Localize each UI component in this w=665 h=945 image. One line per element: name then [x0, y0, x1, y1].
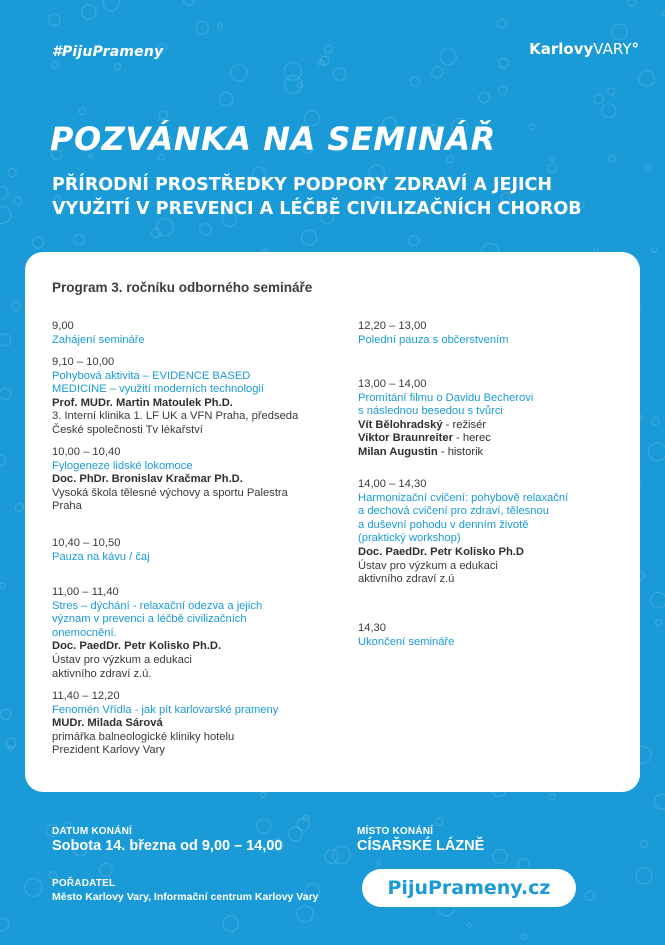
bubble	[440, 48, 456, 64]
website-link[interactable]: PijuPrameny.cz	[362, 869, 576, 907]
bubble	[257, 819, 271, 833]
bubble	[288, 827, 302, 841]
bubble	[493, 850, 507, 864]
bubble	[320, 56, 329, 65]
program-topic: onemocnění.	[52, 626, 117, 639]
bubble	[325, 850, 338, 863]
bubble	[410, 77, 420, 87]
bubble	[608, 88, 615, 95]
bubble	[651, 592, 665, 608]
bubble	[585, 891, 594, 900]
bubble	[223, 916, 238, 931]
program-topic: Harmonizační cvičení: pohybově relaxační	[358, 491, 569, 504]
program-time: 9,00	[52, 320, 74, 332]
program-title: Program 3. ročníku odborného semináře	[52, 280, 313, 295]
bubble	[297, 83, 302, 88]
bubble	[529, 124, 535, 130]
program-topic: MEDICINE – využití moderních technologií	[52, 383, 265, 396]
bubble	[100, 863, 113, 876]
bubble	[467, 923, 471, 927]
bubble	[297, 906, 313, 922]
bubble	[479, 92, 489, 102]
speaker-name: Doc. PaedDr. Petr Kolisko Ph.D	[358, 545, 524, 558]
speaker-role: - historik	[437, 445, 484, 458]
speaker-name-text: Viktor Braunreiter	[358, 432, 453, 445]
logo-text-bold: Karlovy	[529, 40, 594, 58]
speaker-affiliation: Praha	[52, 500, 82, 513]
date-label: DATUM KONÁNÍ	[52, 826, 132, 837]
bubble	[432, 67, 443, 78]
bubble	[217, 24, 222, 29]
bubble	[0, 710, 10, 720]
bubble	[0, 206, 11, 223]
bubble	[79, 108, 86, 115]
speaker-name: Doc. PhDr. Bronislav Kračmar Ph.D.	[52, 473, 243, 486]
speaker-affiliation: primářka balneologické kliniky hotelu	[52, 730, 235, 743]
program-time: 14,30	[358, 622, 386, 634]
bubble	[656, 620, 662, 626]
place-value: CÍSAŘSKÉ LÁZNĚ	[357, 838, 485, 854]
bubble	[302, 230, 317, 245]
bubble	[409, 235, 419, 245]
bubble	[49, 14, 61, 26]
program-topic: význam v prevenci a léčbě civilizačních	[52, 613, 247, 626]
bubble	[8, 169, 16, 177]
bubble	[0, 583, 5, 588]
bubble	[645, 165, 651, 171]
organizer-value: Město Karlovy Vary, Informační centrum Karlovy Vary	[52, 891, 319, 903]
speaker-name	[358, 446, 618, 460]
bubble	[377, 861, 381, 865]
program-time: 12,20 – 13,00	[358, 320, 427, 332]
speaker-name	[358, 419, 618, 433]
bubble	[0, 455, 5, 465]
bubble	[219, 92, 233, 106]
bubble	[548, 164, 557, 173]
program-item	[358, 320, 618, 347]
program-card	[25, 252, 640, 792]
bubble	[74, 234, 85, 245]
bubble	[649, 443, 665, 461]
bubble	[652, 248, 657, 253]
speaker-affiliation: 3. Interní klinika 1. LF UK a VFN Praha, předseda	[52, 410, 299, 423]
logo-mark: °	[631, 40, 639, 58]
program-time: 14,00 – 14,30	[358, 478, 427, 490]
bubble	[594, 94, 604, 104]
bubble	[200, 224, 211, 235]
speaker-affiliation: Prezident Karlovy Vary	[52, 744, 165, 757]
bubble	[436, 818, 443, 825]
bubble	[156, 219, 173, 236]
program-item	[52, 320, 332, 347]
bubble	[549, 794, 555, 800]
program-topic: Pohybová aktivita – EVIDENCE BASED	[52, 369, 251, 382]
program-topic: Pauza na kávu / čaj	[52, 550, 150, 563]
speaker-affiliation: Vysoká škola tělesné výchovy a sportu Palestra	[52, 486, 288, 499]
karlovy-vary-logo	[529, 40, 639, 58]
bubble	[499, 58, 509, 68]
organizer-label: POŘADATEL	[52, 878, 116, 889]
page-subtitle	[52, 173, 652, 221]
speaker-name-text: Vít Bělohradský	[358, 418, 443, 431]
date-value: Sobota 14. března od 9,00 – 14,00	[52, 838, 283, 854]
program-time: 9,10 – 10,00	[52, 356, 115, 368]
subtitle-line-2: VYUŽITÍ V PREVENCI A LÉČBĚ CIVILIZAČNÍCH CHOROB	[52, 199, 582, 219]
bubble	[609, 155, 616, 162]
bubble	[103, 0, 119, 11]
program-topic: Ukončení semináře	[358, 635, 455, 648]
bubble	[333, 846, 351, 864]
bubble	[628, 0, 636, 6]
bubble	[12, 301, 21, 310]
bubble	[261, 792, 266, 797]
program-item	[52, 356, 332, 438]
program-topic: Promítání filmu o Davidu Becherovi	[358, 391, 534, 404]
program-topic: Stres – dýchání - relaxační odezva a jejich	[52, 599, 263, 612]
bubble	[159, 111, 168, 120]
bubble	[82, 5, 96, 19]
bubble	[639, 71, 655, 87]
bubble	[636, 868, 652, 884]
subtitle-line-1: PŘÍRODNÍ PROSTŘEDKY PODPORY ZDRAVÍ A JEJICH	[52, 175, 552, 195]
bubble	[25, 879, 43, 897]
bubble	[115, 64, 121, 70]
bubble	[654, 794, 665, 809]
bubble	[231, 65, 247, 81]
program-topic: s následnou besedou s tvůrci	[358, 405, 503, 418]
program-time: 10,00 – 10,40	[52, 446, 121, 458]
speaker-name: Prof. MUDr. Martin Matoulek Ph.D.	[52, 396, 233, 409]
program-item	[52, 586, 332, 681]
program-topic: a duševní pohodu v denním životě	[358, 518, 529, 531]
bubble	[499, 86, 507, 94]
program-item	[52, 537, 332, 564]
program-topic: Fylogeneze lidské lokomoce	[52, 459, 193, 472]
hashtag: #PijuPrameny	[52, 44, 164, 60]
bubble	[550, 157, 555, 162]
program-item	[52, 690, 332, 758]
bubble	[640, 841, 647, 848]
bubble	[497, 19, 506, 28]
bubble	[0, 186, 8, 199]
bubble	[32, 237, 43, 248]
bubble	[602, 104, 616, 118]
program-time: 11,00 – 11,40	[52, 586, 119, 598]
page-title: POZVÁNKA NA SEMINÁŘ	[50, 120, 496, 158]
speaker-affiliation: Ústav pro výzkum a edukaci	[52, 653, 192, 666]
speaker-name-text: Milan Augustin	[358, 445, 438, 458]
bubble	[0, 334, 11, 346]
program-topic: Fenomén Vřídla - jak pít karlovarské prameny	[52, 703, 279, 716]
program-item	[358, 478, 618, 587]
speaker-name: MUDr. Milada Sárová	[52, 717, 163, 730]
bubble	[52, 61, 59, 68]
program-topic: Zahájení semináře	[52, 333, 145, 346]
bubble	[612, 24, 628, 40]
program-item	[52, 446, 332, 514]
program-topic: a dechová cvičení pro zdraví, tělesnou	[358, 505, 549, 518]
logo-text-light: VARY	[593, 40, 632, 58]
bubble	[0, 918, 9, 931]
bubble	[325, 45, 333, 53]
bubble	[284, 63, 302, 81]
speaker-name: Doc. PaedDr. Petr Kolisko Ph.D.	[52, 640, 222, 653]
bubble	[196, 22, 208, 34]
bubble	[521, 934, 527, 940]
speaker-role: - režisér	[442, 418, 487, 431]
program-time: 13,00 – 14,00	[358, 378, 427, 390]
speaker-affiliation: aktivního zdraví z.ú	[358, 573, 455, 586]
bubble	[333, 68, 345, 80]
bubble	[0, 388, 11, 400]
program-topic: Polední pauza s občerstvením	[358, 333, 509, 346]
speaker-name	[358, 432, 618, 446]
program-time: 10,40 – 10,50	[52, 537, 121, 549]
speaker-affiliation: Ústav pro výzkum a edukaci	[358, 559, 498, 572]
program-time: 11,40 – 12,20	[52, 690, 120, 702]
bubble	[652, 418, 659, 425]
place-label: MÍSTO KONÁNÍ	[357, 826, 434, 837]
bubble	[15, 503, 23, 511]
speaker-role: - herec	[452, 432, 491, 445]
program-item	[358, 622, 618, 649]
bubble	[184, 0, 194, 5]
speaker-affiliation: aktivního zdraví z.ú.	[52, 667, 152, 680]
speaker-affiliation: České společnosti Tv lékařství	[52, 423, 203, 436]
program-topic: (praktický workshop)	[358, 532, 461, 545]
bubble	[14, 197, 22, 205]
program-item	[358, 378, 618, 460]
